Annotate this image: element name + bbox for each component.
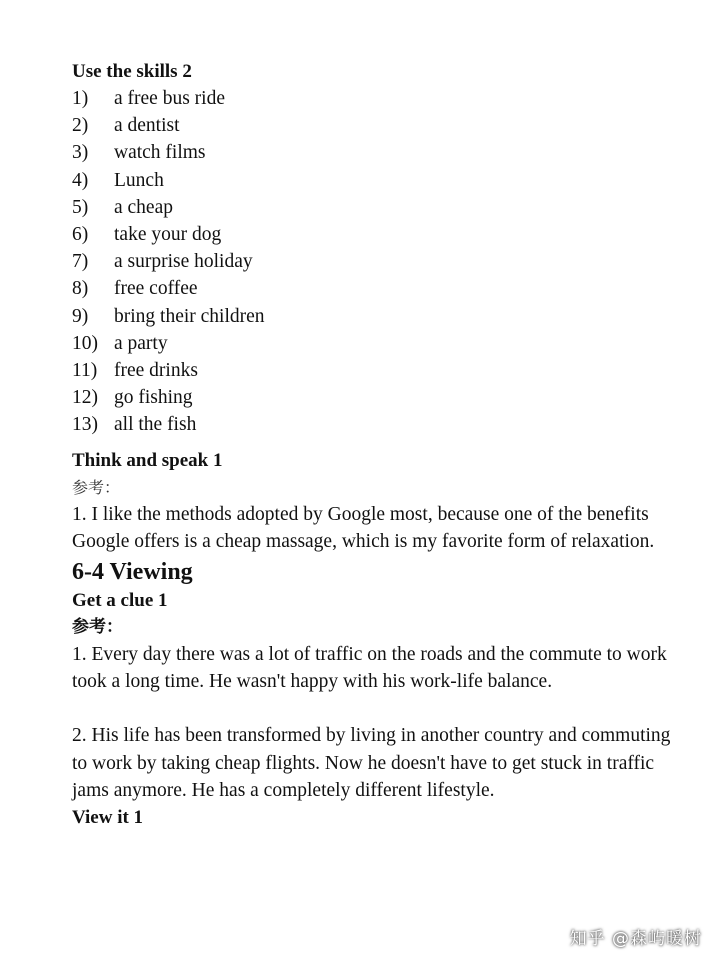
list-item: 8) free coffee xyxy=(72,278,198,300)
list-item: 10) a party xyxy=(72,332,168,354)
list-item: 11) free drinks xyxy=(72,360,198,382)
list-item: 12) go fishing xyxy=(72,387,193,409)
list-item: 2) a dentist xyxy=(72,115,180,137)
section-title: 6-4 Viewing xyxy=(72,559,193,586)
list-item: 9) bring their children xyxy=(72,305,265,327)
watermark: 知乎 @森屿暖树 xyxy=(569,929,702,949)
list-item: 1) a free bus ride xyxy=(72,88,225,109)
list-item: 5) a cheap xyxy=(72,196,173,218)
list-item: 13) all the fish xyxy=(72,414,197,436)
think-speak-heading: Think and speak 1 xyxy=(72,449,223,471)
reference-label-bold: 参考： xyxy=(72,617,123,638)
list-item: 7) a surprise holiday xyxy=(72,251,253,273)
use-skills-heading: Use the skills 2 xyxy=(72,61,192,82)
get-clue-heading: Get a clue 1 xyxy=(72,590,168,612)
think-speak-paragraph: 1. I like the methods adopted by Google most, because one of the benefits Google offers is a cheap massage, which is my favorite form of relaxation. xyxy=(72,503,655,552)
viewing-paragraph-2: 2. His life has been transformed by living in another country and commuting to work by taking cheap flights. Now he doesn't have to get stuck in traffic jams anymore. He has a completely different lifestyle. xyxy=(72,725,671,801)
viewing-paragraph-1: 1. Every day there was a lot of traffic on the roads and the commute to work took a long time. He wasn't happy with his work-life balance. xyxy=(72,644,667,693)
paragraph-spacer xyxy=(72,695,672,722)
view-it-heading: View it 1 xyxy=(72,807,144,829)
list-item: 3) watch films xyxy=(72,142,206,164)
answer-list xyxy=(72,85,672,439)
reference-label: 参考： xyxy=(72,477,121,497)
list-item: 6) take your dog xyxy=(72,224,222,246)
list-item: 4) Lunch xyxy=(72,169,164,191)
document-page xyxy=(72,58,672,831)
